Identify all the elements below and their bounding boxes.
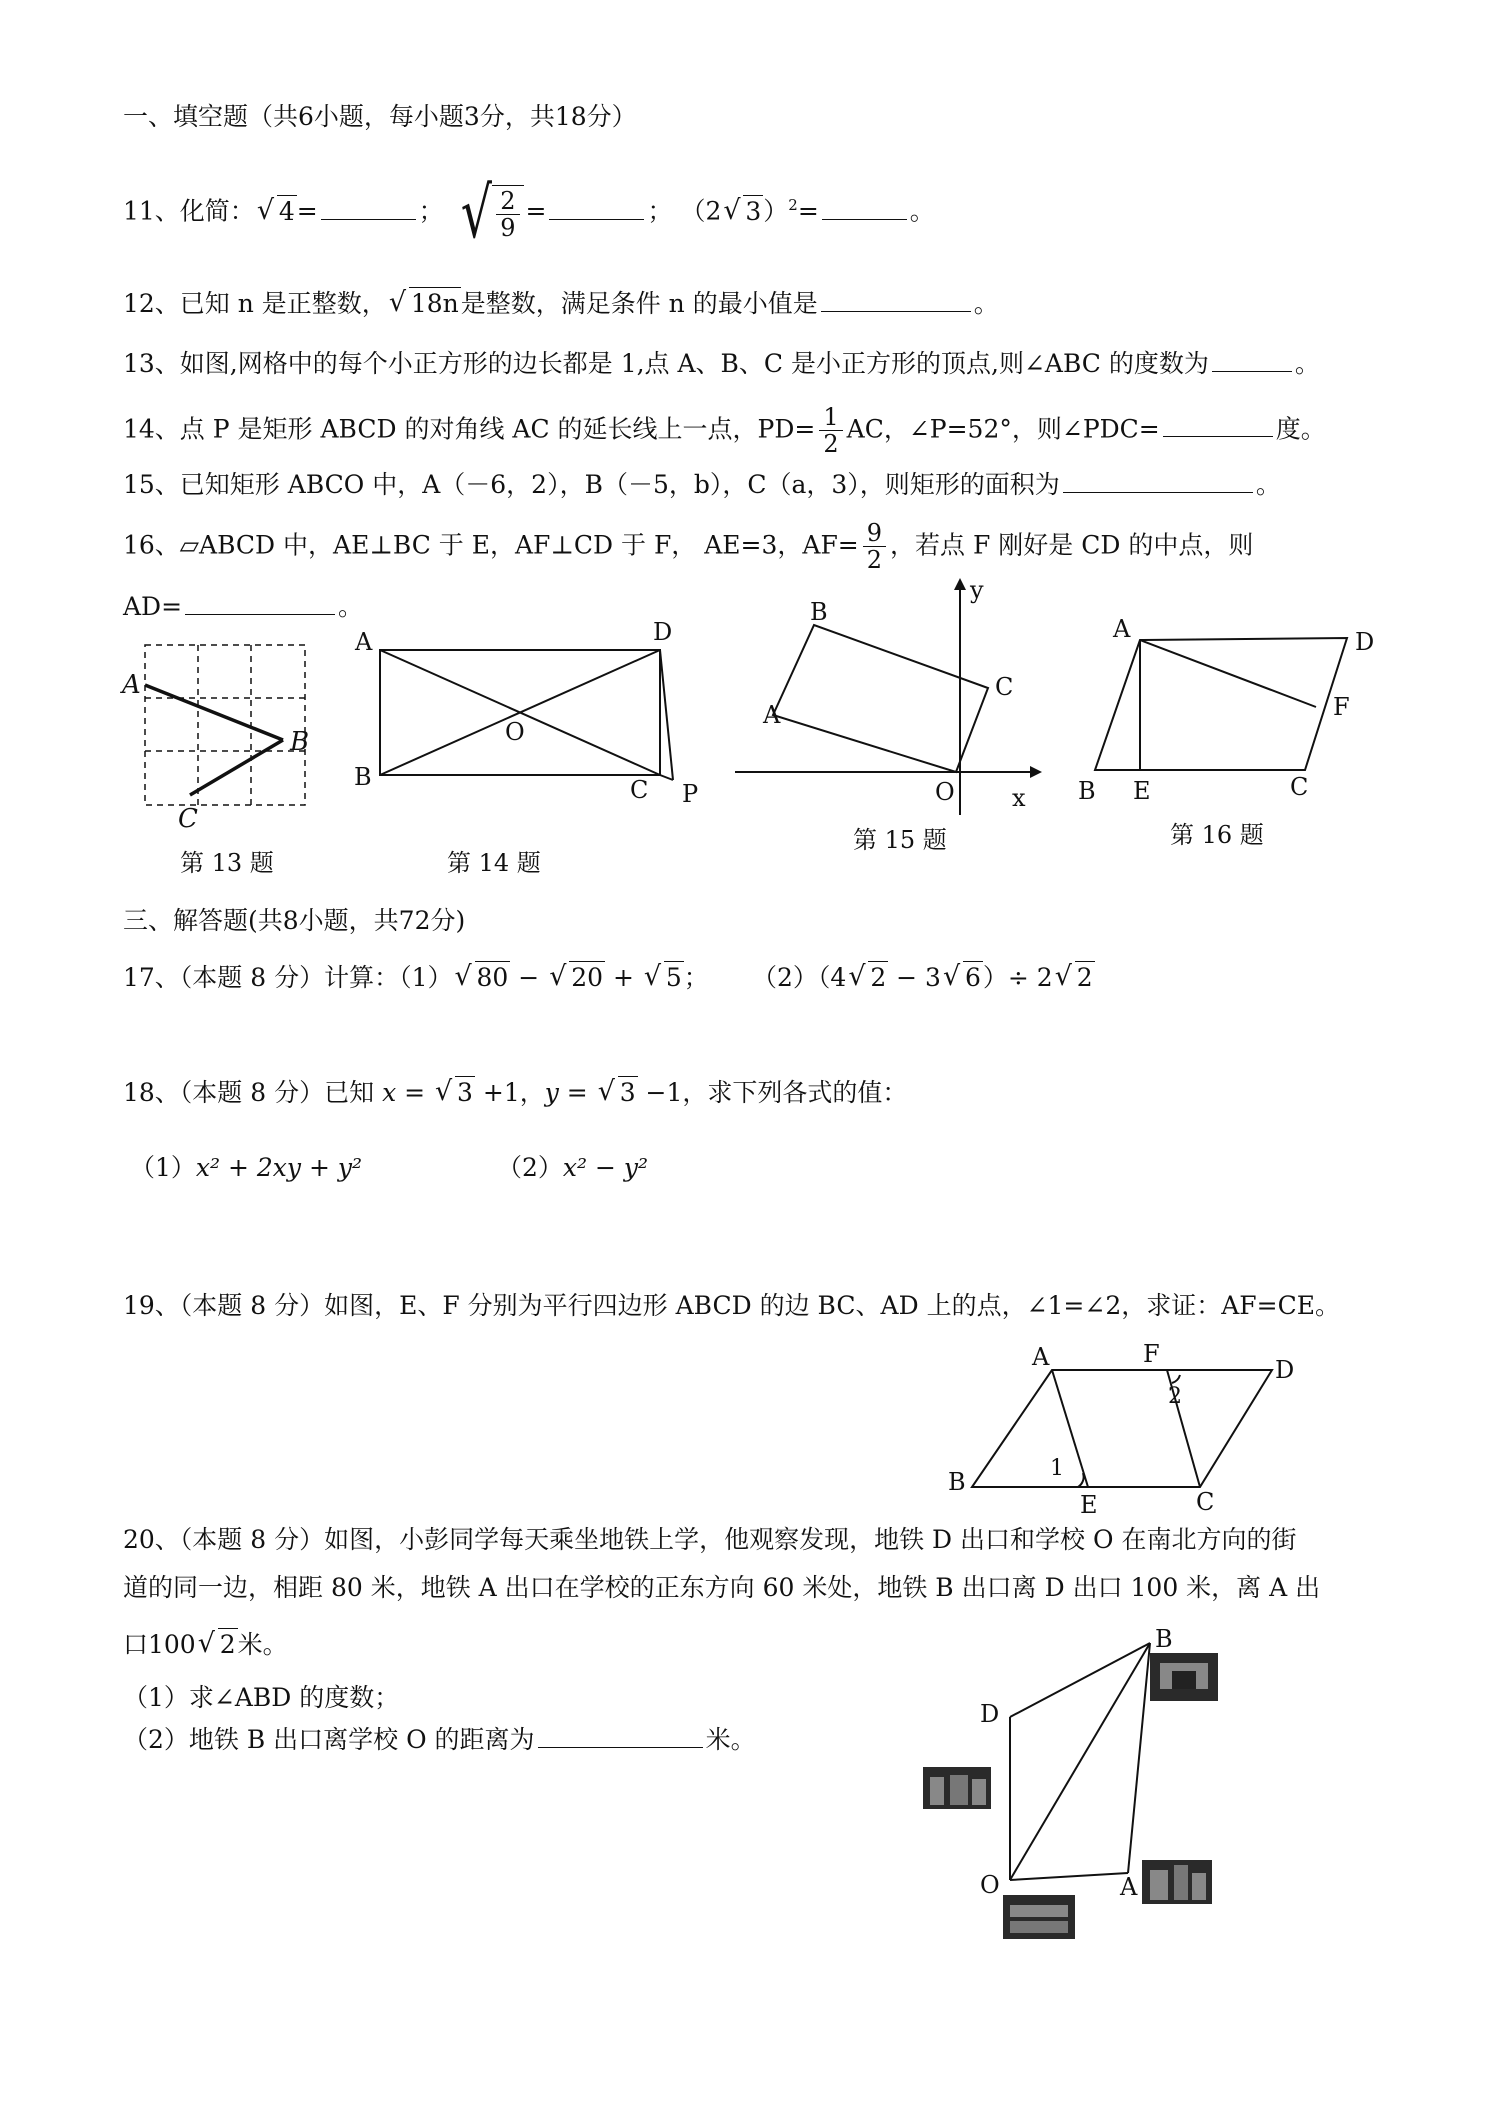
radicand: 3 [619, 1078, 636, 1107]
figure-14 [350, 620, 720, 820]
fig20-label-b: B [1155, 1625, 1173, 1653]
radical [198, 1632, 238, 1657]
q20-line3-pre: 口100 [123, 1630, 196, 1659]
question-20-line2: 道的同一边，相距 80 米，地铁 A 出口在学校的正东方向 60 米处，地铁 B 出口离 D 出口 100 米，离 A 出 [123, 1573, 1321, 1602]
question-17-part2 [752, 965, 1095, 990]
plus-one: +1， [474, 1078, 545, 1107]
question-18 [123, 1080, 907, 1105]
q17-p2: （2）（4 [752, 963, 847, 992]
q12-suffix: 是整数，满足条件 n 的最小值是 [460, 289, 818, 318]
fig16-label-a: A [1113, 615, 1131, 643]
fig14-caption: 第 14 题 [447, 849, 541, 877]
building-icon-d [923, 1767, 991, 1809]
radical [644, 965, 684, 990]
numerator: 1 [819, 404, 842, 431]
equals: = [396, 1078, 434, 1107]
answer-blank[interactable] [821, 289, 971, 312]
radical [943, 965, 983, 990]
radical [723, 196, 763, 226]
plus: + [605, 963, 642, 992]
q16-post: ，若点 F 刚好是 CD 的中点，则 [890, 530, 1254, 560]
period: 。 [909, 196, 935, 226]
building-icon-b [1150, 1653, 1218, 1701]
fig15-label-x: x [1012, 784, 1026, 812]
radicand: 2 [219, 1630, 236, 1659]
radicand: 2 [1076, 963, 1093, 992]
denominator: 9 [500, 214, 516, 242]
radicand: 80 [476, 963, 509, 992]
fig14-label-a: A [355, 628, 373, 656]
radical [435, 1080, 475, 1105]
question-11 [123, 172, 935, 254]
radicand: 2 [870, 963, 887, 992]
fig20-label-o: O [980, 1871, 1000, 1899]
answer-blank[interactable] [822, 197, 907, 220]
section-solve-title: 三、解答题(共8小题，共72分) [123, 906, 466, 935]
radical [848, 965, 888, 990]
fig14-label-d: D [653, 618, 673, 646]
paren-close: ） [763, 196, 789, 226]
q20-line3-post: 米。 [237, 1630, 288, 1659]
question-18-part1 [130, 1155, 362, 1180]
separator: ； [647, 196, 673, 226]
fig16-label-b: B [1078, 777, 1096, 805]
period: 。 [338, 592, 364, 621]
fig15-label-b: B [810, 598, 828, 626]
question-18-part2 [497, 1155, 648, 1180]
fig13-label-c: C [178, 804, 198, 834]
paren-open: （2 [680, 196, 722, 226]
fig14-label-o: O [505, 718, 525, 746]
period: 。 [973, 289, 999, 318]
answer-blank[interactable] [321, 197, 416, 220]
question-15 [123, 470, 1281, 497]
minus-one: −1，求下列各式的值： [637, 1078, 908, 1107]
numerator: 2 [496, 188, 519, 215]
period: 。 [1255, 470, 1281, 499]
fig14-label-p: P [682, 780, 699, 808]
radical-fraction: √ $\frac{2}{9}$ [454, 178, 524, 248]
q18-pre: 18、（本题 8 分）已知 [123, 1078, 383, 1107]
fig16-label-e: E [1133, 777, 1151, 805]
equals: = [296, 196, 318, 226]
radicand: 5 [665, 963, 682, 992]
question-20-line3 [123, 1632, 288, 1657]
q17-pre: 17、（本题 8 分）计算：（1） [123, 963, 453, 992]
answer-blank[interactable] [1063, 470, 1253, 493]
denominator: 2 [866, 546, 883, 575]
equals: = [558, 1078, 596, 1107]
var-y: y [544, 1078, 559, 1107]
q16-pre: 16、▱ABCD 中，AE⊥BC 于 E，AF⊥CD 于 F， AE=3，AF= [123, 530, 859, 560]
q11-prefix: 11、化简： [123, 196, 255, 226]
question-13 [123, 349, 1320, 376]
fig15-label-a: A [763, 701, 781, 729]
q20-sub2-end: 米。 [705, 1725, 756, 1754]
fig19-label-b: B [948, 1468, 966, 1496]
fig15-label-c: C [995, 673, 1014, 701]
fig19-label-a: A [1032, 1343, 1050, 1371]
question-12 [123, 289, 999, 316]
answer-blank[interactable] [538, 1725, 703, 1748]
fig15-caption: 第 15 题 [853, 826, 947, 854]
separator: ； [683, 963, 709, 992]
minus: − [510, 963, 548, 992]
radical [549, 965, 605, 990]
answer-blank[interactable] [549, 197, 644, 220]
fraction [819, 404, 842, 458]
figure-16 [1075, 615, 1395, 815]
equals: = [797, 196, 819, 226]
expr-1: x² + 2xy + y² [195, 1153, 362, 1182]
question-16 [123, 520, 1253, 574]
fig16-label-c: C [1290, 773, 1309, 801]
var-x: x [382, 1078, 397, 1107]
fig13-caption: 第 13 题 [180, 849, 274, 877]
fig19-angle-2: 2 [1168, 1384, 1182, 1409]
minus-three: − 3 [888, 963, 941, 992]
denominator: 2 [823, 430, 839, 459]
radical [257, 196, 297, 226]
figure-20 [910, 1625, 1240, 1955]
answer-blank[interactable] [1163, 414, 1273, 437]
q12-prefix: 12、已知 n 是正整数， [123, 289, 387, 318]
question-20-sub2 [123, 1725, 756, 1752]
radical [1055, 965, 1095, 990]
q14-end: 度。 [1275, 414, 1326, 444]
fig14-label-b: B [354, 763, 372, 791]
period: 。 [1294, 349, 1320, 378]
question-19: 19、（本题 8 分）如图，E、F 分别为平行四边形 ABCD 的边 BC、AD 上的点，∠1=∠2，求证：AF=CE。 [123, 1291, 1340, 1320]
fig15-label-y: y [970, 576, 984, 604]
radical [389, 291, 461, 316]
question-16-line2 [123, 592, 363, 619]
section-fill-title: 一、填空题（共6小题，每小题3分，共18分） [123, 102, 637, 131]
fig13-label-a: A [122, 670, 141, 700]
q14-pre: 14、点 P 是矩形 ABCD 的对角线 AC 的延长线上一点，PD= [123, 414, 816, 444]
radicand: 4 [278, 196, 295, 226]
fig15-label-o: O [935, 778, 955, 806]
answer-blank[interactable] [185, 592, 335, 615]
building-icon-o [1003, 1895, 1075, 1939]
q18-p1: （1） [130, 1153, 196, 1182]
fig20-label-a: A [1120, 1873, 1138, 1901]
question-20-line1: 20、（本题 8 分）如图，小彭同学每天乘坐地铁上学，他观察发现，地铁 D 出口和学校 O 在南北方向的街 [123, 1525, 1297, 1554]
fig19-label-c: C [1196, 1488, 1215, 1516]
q15-text: 15、已知矩形 ABCO 中，A（－6，2），B（－5，b），C（a，3），则矩形的面积为 [123, 470, 1060, 499]
q16-ad-label: AD= [123, 592, 183, 621]
radicand: 3 [457, 1078, 473, 1107]
radicand: 18n [410, 289, 459, 318]
q13-text: 13、如图,网格中的每个小正方形的边长都是 1,点 A、B、C 是小正方形的顶点,则∠ABC 的度数为 [123, 349, 1209, 378]
fig19-label-e: E [1080, 1491, 1098, 1519]
answer-blank[interactable] [1212, 349, 1292, 372]
equals: = [525, 196, 547, 226]
divide: ）÷ 2 [982, 963, 1053, 992]
radicand: 3 [745, 196, 762, 226]
radical [598, 1080, 638, 1105]
radicand: 20 [571, 963, 603, 992]
exponent: 2 [788, 196, 798, 215]
fig13-label-b: B [290, 727, 310, 757]
fig19-label-d: D [1275, 1356, 1295, 1384]
q14-mid: AC，∠P=52°，则∠PDC= [846, 414, 1160, 444]
fig16-caption: 第 16 题 [1170, 821, 1264, 849]
radicand: 6 [964, 963, 981, 992]
fraction [863, 520, 886, 574]
fig14-label-c: C [630, 776, 649, 804]
radical [455, 965, 511, 990]
figure-19 [940, 1335, 1320, 1519]
question-14 [123, 404, 1326, 458]
fig20-label-d: D [980, 1700, 1000, 1728]
fig19-label-f: F [1143, 1340, 1160, 1368]
q18-p2: （2） [497, 1153, 563, 1182]
figure-15 [730, 576, 1050, 820]
fig16-label-f: F [1333, 693, 1350, 721]
q20-sub2-text: （2）地铁 B 出口离学校 O 的距离为 [123, 1725, 535, 1754]
separator: ； [418, 196, 444, 226]
numerator: 9 [863, 520, 886, 547]
fig16-label-d: D [1355, 628, 1375, 656]
figure-13 [120, 635, 320, 835]
question-20-sub1: （1）求∠ABD 的度数； [123, 1683, 400, 1712]
question-17 [123, 965, 709, 990]
expr-2: x² − y² [562, 1153, 649, 1182]
building-icon-a [1142, 1860, 1212, 1904]
fig19-angle-1: 1 [1050, 1456, 1064, 1481]
